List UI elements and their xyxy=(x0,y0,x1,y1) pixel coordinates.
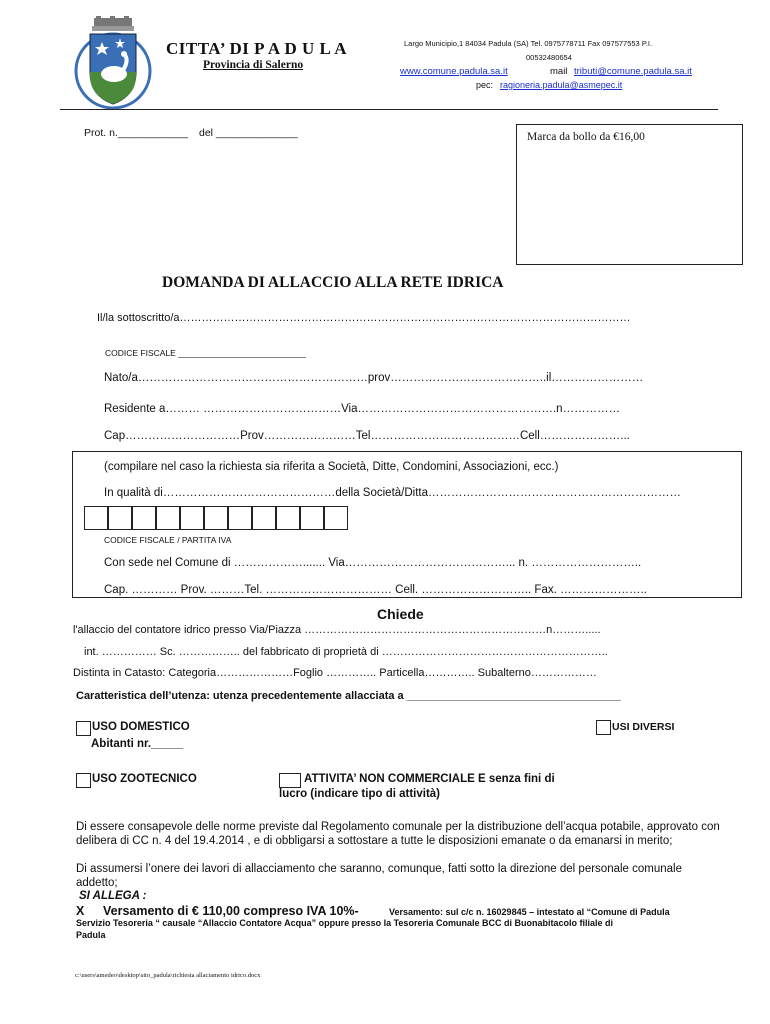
payment-details-end: Padula xyxy=(76,930,106,940)
vat-cell[interactable] xyxy=(300,506,324,530)
mail-link[interactable]: tributi@comune.padula.sa.it xyxy=(574,66,692,77)
address-line: Largo Municipio,1 84034 Padula (SA) Tel. 0975778711 Fax 097577553 P.I. xyxy=(404,39,653,48)
company-contact-field[interactable]: Cap. ………… Prov. ………Tel. …………………………… Cell. ……………………….. Fax. ………………….. xyxy=(104,584,647,596)
building-owner-field[interactable]: int. …………… Sc. …………….. del fabbricato di proprietà di …………………………………………………….. xyxy=(84,646,608,658)
company-role-field[interactable]: In qualità di………………………………………della Società/Ditta………………………………………………………… xyxy=(104,487,682,499)
pec-label: pec: xyxy=(476,80,494,90)
revenue-stamp-label: Marca da bollo da €16,00 xyxy=(527,131,645,143)
vat-cell[interactable] xyxy=(108,506,132,530)
revenue-stamp-box xyxy=(516,124,743,265)
residents-field[interactable]: Abitanti nr._____ xyxy=(91,738,184,750)
attachment-mark: X xyxy=(76,904,85,918)
company-seat-field[interactable]: Con sede nel Comune di ………………....... Via……………………………………... n. ……………………….. xyxy=(104,557,642,569)
tax-code-field[interactable]: CODICE FISCALE ___________________________ xyxy=(105,348,306,358)
domestic-use-label: USO DOMESTICO xyxy=(92,721,190,733)
domestic-use-checkbox[interactable] xyxy=(76,721,91,736)
non-commercial-checkbox[interactable] xyxy=(279,773,301,788)
protocol-number[interactable]: Prot. n.____________ xyxy=(84,127,188,139)
province-name: Provincia di Salerno xyxy=(203,59,304,71)
mail-label: mail xyxy=(550,66,568,77)
company-tax-label: CODICE FISCALE / PARTITA IVA xyxy=(104,535,232,545)
document-title: DOMANDA DI ALLACCIO ALLA RETE IDRICA xyxy=(162,274,504,291)
vat-cell[interactable] xyxy=(84,506,108,530)
website-link[interactable]: www.comune.padula.sa.it xyxy=(400,66,508,77)
other-uses-checkbox[interactable] xyxy=(596,720,611,735)
contact-field[interactable]: Cap…………………………Prov……………………Tel…………………………………Cell…………………... xyxy=(104,430,630,442)
zootechnical-use-label: USO ZOOTECNICO xyxy=(92,773,197,785)
file-path-footer: c:\users\amedeo\desktop\sito_padula\richiesta allaciamento idrico.docx xyxy=(75,972,261,979)
awareness-declaration: Di essere consapevole delle norme previste dal Regolamento comunale per la distribuzione dell’acqua potabile, approvato con delibera di CC n. 4 del 19.4.2014 , e di obbligarsi a sottostare a tutte le disposizioni emanate o da emanarsi in merito; xyxy=(76,821,720,847)
vat-cell[interactable] xyxy=(324,506,348,530)
undersigned-field[interactable]: Il/la sottoscritto/a…………………………………………………………………………………………………………… xyxy=(97,312,631,324)
city-title: CITTA’ DI P A D U L A xyxy=(166,39,348,58)
attachment-heading: SI ALLEGA : xyxy=(79,890,147,902)
vat-cell[interactable] xyxy=(180,506,204,530)
residence-field[interactable]: Residente a……… ………………………………Via…………………………………………….n…………… xyxy=(104,403,621,415)
municipal-crest xyxy=(72,16,154,110)
payment-details-continued: Servizio Tesoreria “ causale “Allaccio Contatore Acqua” oppure presso la Tesoreria Comunale BCC di Buonabitacolo filiale di xyxy=(76,918,613,928)
vat-cell[interactable] xyxy=(252,506,276,530)
payment-details: Versamento: sul c/c n. 16029845 – intestato al “Comune di Padula xyxy=(389,907,670,917)
header-divider xyxy=(60,109,718,110)
request-heading: Chiede xyxy=(377,606,424,622)
vat-cell[interactable] xyxy=(156,506,180,530)
vat-cell[interactable] xyxy=(276,506,300,530)
vat-cell[interactable] xyxy=(228,506,252,530)
payment-amount: Versamento di € 110,00 compreso IVA 10%- xyxy=(103,904,359,918)
non-commercial-label-continued: lucro (indicare tipo di attività) xyxy=(279,788,441,800)
vat-number: 00532480654 xyxy=(526,53,572,62)
other-uses-label: USI DIVERSI xyxy=(612,721,675,733)
non-commercial-label: ATTIVITA’ NON COMMERCIALE E senza fini di xyxy=(304,773,555,785)
vat-cell[interactable] xyxy=(204,506,228,530)
protocol-date[interactable]: del ______________ xyxy=(199,127,298,139)
cadastre-field[interactable]: Distinta in Catasto: Categoria…………………Foglio ………….. Particella………….. Subalterno……………… xyxy=(73,667,597,679)
costs-declaration: Di assumersi l’onere dei lavori di allacciamento che saranno, comunque, fatti sotto la direzione del personale comunale addetto; xyxy=(76,863,682,889)
birth-field[interactable]: Nato/a……………………………………………………prov…………………………………..il…………………… xyxy=(104,372,644,384)
connection-address-field[interactable]: l'allaccio del contatore idrico presso Via/Piazza …………………………………………………………n………..... xyxy=(73,624,601,636)
zootechnical-use-checkbox[interactable] xyxy=(76,773,91,788)
vat-cell[interactable] xyxy=(132,506,156,530)
utility-feature-field[interactable]: Caratteristica dell’utenza: utenza precedentemente allacciata a ___________________________________ xyxy=(76,690,621,702)
pec-link[interactable]: ragioneria.padula@asmepec.it xyxy=(500,80,623,90)
company-note: (compilare nel caso la richiesta sia riferita a Società, Ditte, Condomini, Associazioni, ecc.) xyxy=(104,461,559,473)
